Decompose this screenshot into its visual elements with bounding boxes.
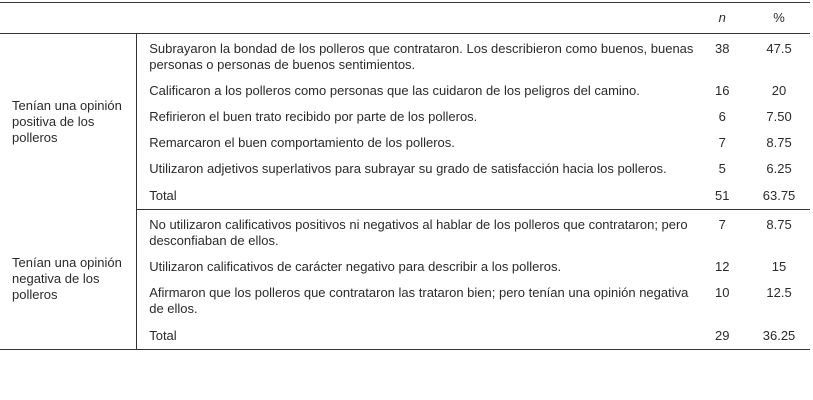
row-pct: 12.5 — [766, 285, 792, 300]
row-description: Subrayaron la bondad de los polleros que contrataron. Los describieron como buenos, buenas personas o personas de buenos sentimientos. — [149, 41, 694, 72]
group-label: Tenían una opinión negativa de los polleros — [0, 210, 137, 350]
group-label: Tenían una opinión positiva de los polleros — [0, 34, 137, 210]
results-table — [0, 2, 810, 350]
row-description: Remarcaron el buen comportamiento de los polleros. — [149, 135, 455, 150]
row-description: Refirieron el buen trato recibido por parte de los polleros. — [149, 109, 478, 124]
header-pct: % — [748, 3, 810, 34]
row-n: 16 — [715, 83, 730, 98]
total-pct: 36.25 — [748, 322, 810, 350]
table-row — [0, 210, 810, 255]
row-n: 10 — [715, 285, 730, 300]
row-pct: 47.5 — [766, 41, 792, 56]
row-description: No utilizaron calificativos positivos ni negativos al hablar de los polleros que contrataron; pero desconfiaban de ellos. — [149, 217, 688, 248]
row-n: 7 — [718, 217, 726, 232]
row-pct: 8.75 — [766, 135, 792, 150]
total-label: Total — [137, 322, 697, 350]
row-n: 5 — [718, 161, 726, 176]
table-body — [0, 34, 810, 350]
row-pct: 7.50 — [766, 109, 792, 124]
header-empty — [137, 3, 697, 34]
total-n: 51 — [696, 182, 748, 210]
row-pct: 6.25 — [766, 161, 792, 176]
table-row — [0, 34, 810, 79]
row-n: 38 — [715, 41, 730, 56]
row-n: 6 — [718, 109, 726, 124]
row-description: Utilizaron calificativos de carácter negativo para describir a los polleros. — [149, 259, 562, 274]
row-pct: 8.75 — [766, 217, 792, 232]
header-row — [0, 3, 810, 34]
total-label: Total — [137, 182, 697, 210]
total-pct: 63.75 — [748, 182, 810, 210]
row-n: 12 — [715, 259, 730, 274]
row-description: Calificaron a los polleros como personas que las cuidaron de los peligros del camino. — [149, 83, 640, 98]
total-n: 29 — [696, 322, 748, 350]
header-n: n — [696, 3, 748, 34]
row-pct: 20 — [771, 83, 787, 98]
row-n: 7 — [718, 135, 726, 150]
row-description: Utilizaron adjetivos superlativos para subrayar su grado de satisfacción hacia los polleros. — [149, 161, 667, 176]
row-description: Afirmaron que los polleros que contrataron las trataron bien; pero tenían una opinión negativa de ellos. — [149, 285, 689, 316]
header-empty — [0, 3, 137, 34]
row-pct: 15 — [771, 259, 787, 274]
